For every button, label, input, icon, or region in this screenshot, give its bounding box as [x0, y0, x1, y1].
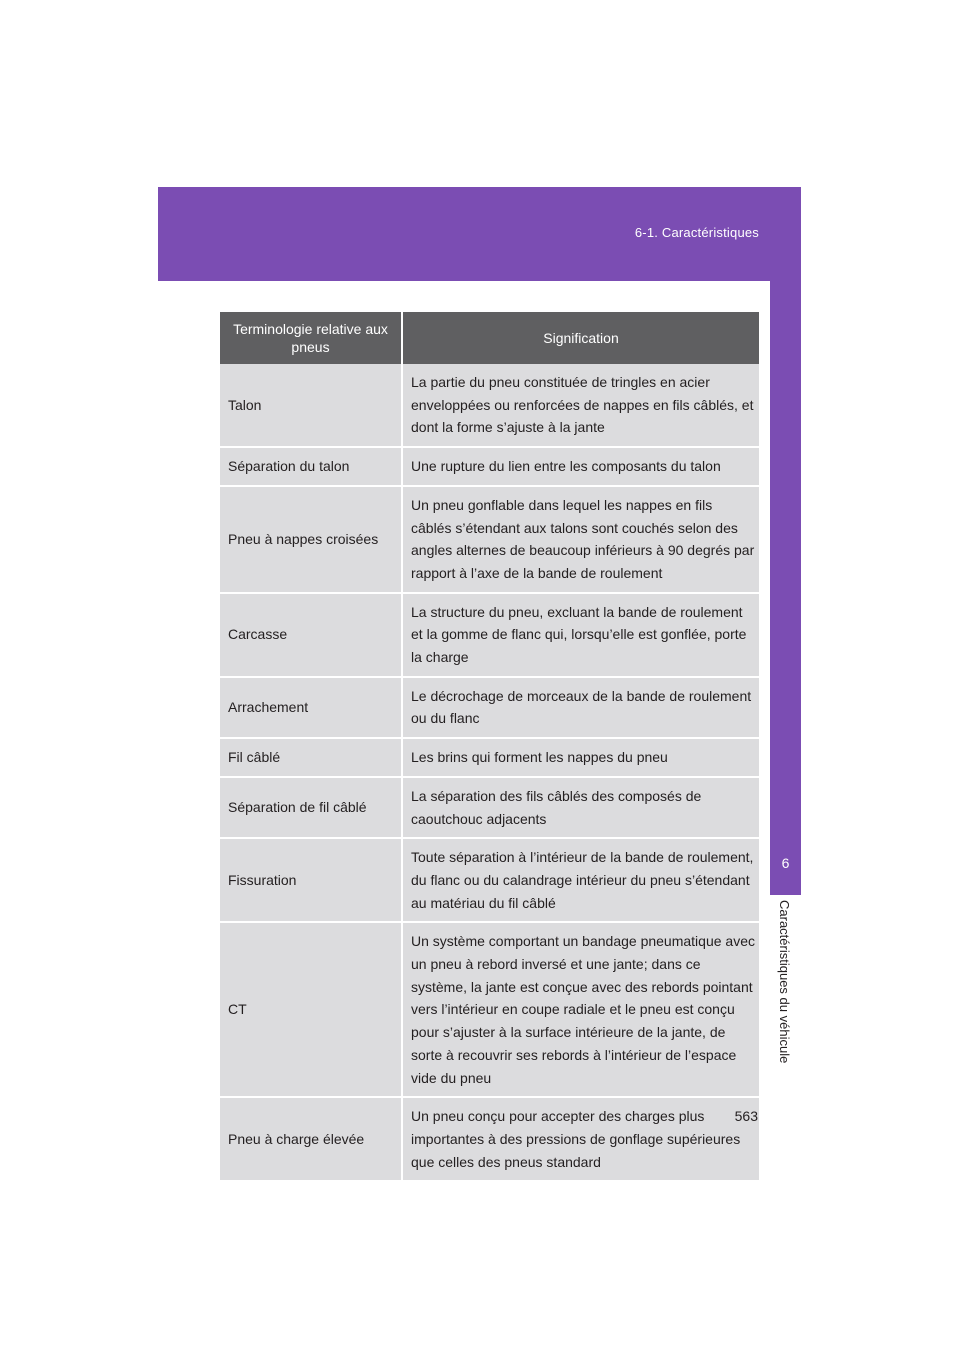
term-cell: Séparation de fil câblé	[220, 777, 402, 838]
meaning-cell: Le décrochage de morceaux de la bande de roulement ou du flanc	[402, 677, 759, 738]
table-header-row	[220, 312, 759, 364]
meaning-cell: La structure du pneu, excluant la bande de roulement et la gomme de flanc qui, lorsqu’elle est gonflée, porte la charge	[402, 593, 759, 677]
page-number: 563	[734, 1108, 758, 1124]
table-row	[220, 486, 759, 593]
table-row	[220, 593, 759, 677]
term-cell: Talon	[220, 364, 402, 447]
term-cell: Pneu à charge élevée	[220, 1097, 402, 1181]
term-cell: Fissuration	[220, 838, 402, 922]
meaning-cell: Un pneu gonflable dans lequel les nappes en fils câblés s’étendant aux talons sont couchés selon des angles alternes de beaucoup inférieurs à 90 degrés par rapport à l’axe de la bande de roulement	[402, 486, 759, 593]
meaning-cell: La séparation des fils câblés des composés de caoutchouc adjacents	[402, 777, 759, 838]
term-cell: Séparation du talon	[220, 447, 402, 486]
chapter-label-container	[773, 900, 799, 1090]
table-row	[220, 838, 759, 922]
term-cell: Pneu à nappes croisées	[220, 486, 402, 593]
table-row	[220, 364, 759, 447]
table-row	[220, 677, 759, 738]
term-cell: CT	[220, 922, 402, 1097]
meaning-cell: La partie du pneu constituée de tringles en acier enveloppées ou renforcées de nappes en fils câblés, et dont la forme s’ajuste à la jante	[402, 364, 759, 447]
table-row	[220, 777, 759, 838]
meaning-cell: Toute séparation à l’intérieur de la bande de roulement, du flanc ou du calandrage intérieur du pneu s’étendant au matériau du fil câblé	[402, 838, 759, 922]
tire-terminology-table	[220, 312, 759, 1182]
column-header-meaning: Signification	[402, 312, 759, 364]
table-row	[220, 447, 759, 486]
section-title: 6-1. Caractéristiques	[634, 225, 759, 240]
header-band	[158, 187, 801, 281]
meaning-cell: Un pneu conçu pour accepter des charges plus importantes à des pressions de gonflage supérieures que celles des pneus standard	[402, 1097, 759, 1181]
meaning-cell: Les brins qui forment les nappes du pneu	[402, 738, 759, 777]
meaning-cell: Un système comportant un bandage pneumatique avec un pneu à rebord inversé et une jante; dans ce système, la jante est conçue avec des rebords pointant vers l’intérieur en coupe radiale et le pneu est conçu pour s’ajuster à la surface intérieure de la jante, de sorte à recouvrir ses rebords à l’intérieur de l’espace vide du pneu	[402, 922, 759, 1097]
table-row	[220, 738, 759, 777]
table-row	[220, 922, 759, 1097]
chapter-tab[interactable]	[770, 281, 801, 895]
term-cell: Arrachement	[220, 677, 402, 738]
meaning-cell: Une rupture du lien entre les composants du talon	[402, 447, 759, 486]
table-row	[220, 1097, 759, 1181]
chapter-label: Caractéristiques du véhicule	[777, 900, 792, 1064]
term-cell: Fil câblé	[220, 738, 402, 777]
chapter-number: 6	[781, 855, 790, 871]
term-cell: Carcasse	[220, 593, 402, 677]
column-header-term: Terminologie relative aux pneus	[220, 312, 402, 364]
